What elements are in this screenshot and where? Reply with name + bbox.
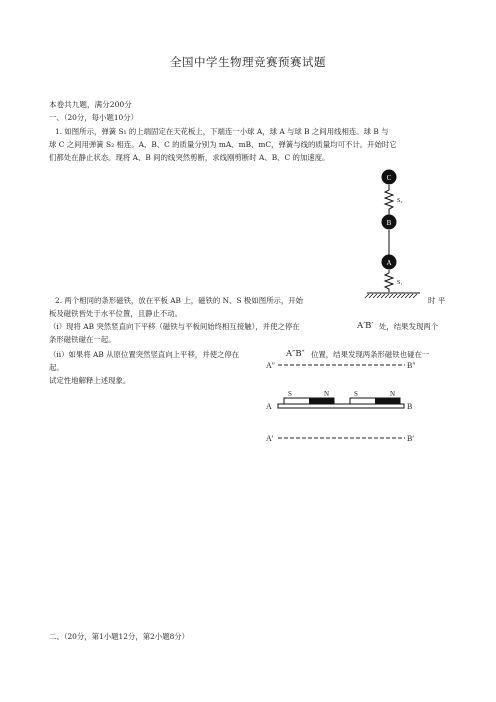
page-title: 全国中学生物理竞赛预赛试题 [170,55,326,69]
q2-position-1: A′B′ [357,321,374,331]
plate-ab [278,404,404,408]
q2-line3-tail: 处，结果发现两个 [379,322,439,331]
ball-c-label: C [386,174,392,182]
q2-line1: 2. 两个相同的条形磁铁，放在平板 AB 上，磁铁的 N、S 极如图所示，开始 [55,296,304,305]
q2-line5: （ⅱ）如果将 AB 从原位置突然竖直向上平移，并使之停在 [49,350,240,359]
q2-line1-tail: 时 平 [428,296,446,305]
label-b-double-prime: B″ [407,361,416,370]
exam-intro: 本卷共九题，满分200分 [49,100,132,109]
spring-s1 [385,270,393,292]
q1-line1: 1. 如图所示，弹簧 S₁ 的上端固定在天花板上，下端连一小球 A，球 A 与球 B 之间用线相连。球 B 与 [55,127,389,136]
spring-s2-label: S₂ [397,198,403,204]
q2-magnet-figure [262,356,432,446]
spring-s2 [385,185,393,215]
q1-spring-figure [360,168,426,300]
label-a-double-prime: A″ [266,361,276,370]
spring-s1-label: S₁ [397,280,403,286]
q2-line6: 起。 [49,363,64,372]
q2-line7: 试定性地解释上述现象。 [49,376,131,385]
label-b-prime: B′ [407,434,415,443]
pole-label-2: N [324,390,330,398]
ball-b-label: B [386,219,392,227]
label-a-prime: A′ [266,434,274,443]
label-a: A [266,402,272,411]
q2-line3: （ⅰ）现将 AB 突然竖直向下平移（磁铁与平板间始终相互接触），并使之停在 [49,322,300,331]
label-b: B [407,402,413,411]
q2-line2: 板及磁铁皆处于水平位置，且静止不动。 [49,309,183,318]
ball-a-label: A [386,259,392,267]
q1-line3: 们都处在静止状态。现将 A、B 间的线突然剪断，求线刚剪断时 A、B、C 的加速度。 [49,153,330,162]
pole-label-3: S [354,390,358,398]
q2-position-2: A″B″ [286,349,305,359]
magnet-left [284,398,334,404]
ceiling-hatch [365,293,420,298]
q2-line5-tail: 位置，结果发现两条形磁铁也碰在一 [311,350,430,359]
q1-line2: 球 C 之间用弹簧 S₂ 相连。A、B、C 的质量分别为 mA、mB、mC，弹簧与线的质量均可不计。开始时它 [49,140,397,149]
pole-label-1: S [288,390,292,398]
pole-label-4: N [390,390,396,398]
magnet-right [350,398,400,404]
section1-heading: 一、（20分，每小题10分） [49,113,139,122]
q2-line4: 条形磁铁碰在一起。 [49,335,116,344]
section2-heading: 二、（20分，第1小题12分，第2小题8分） [49,632,190,641]
